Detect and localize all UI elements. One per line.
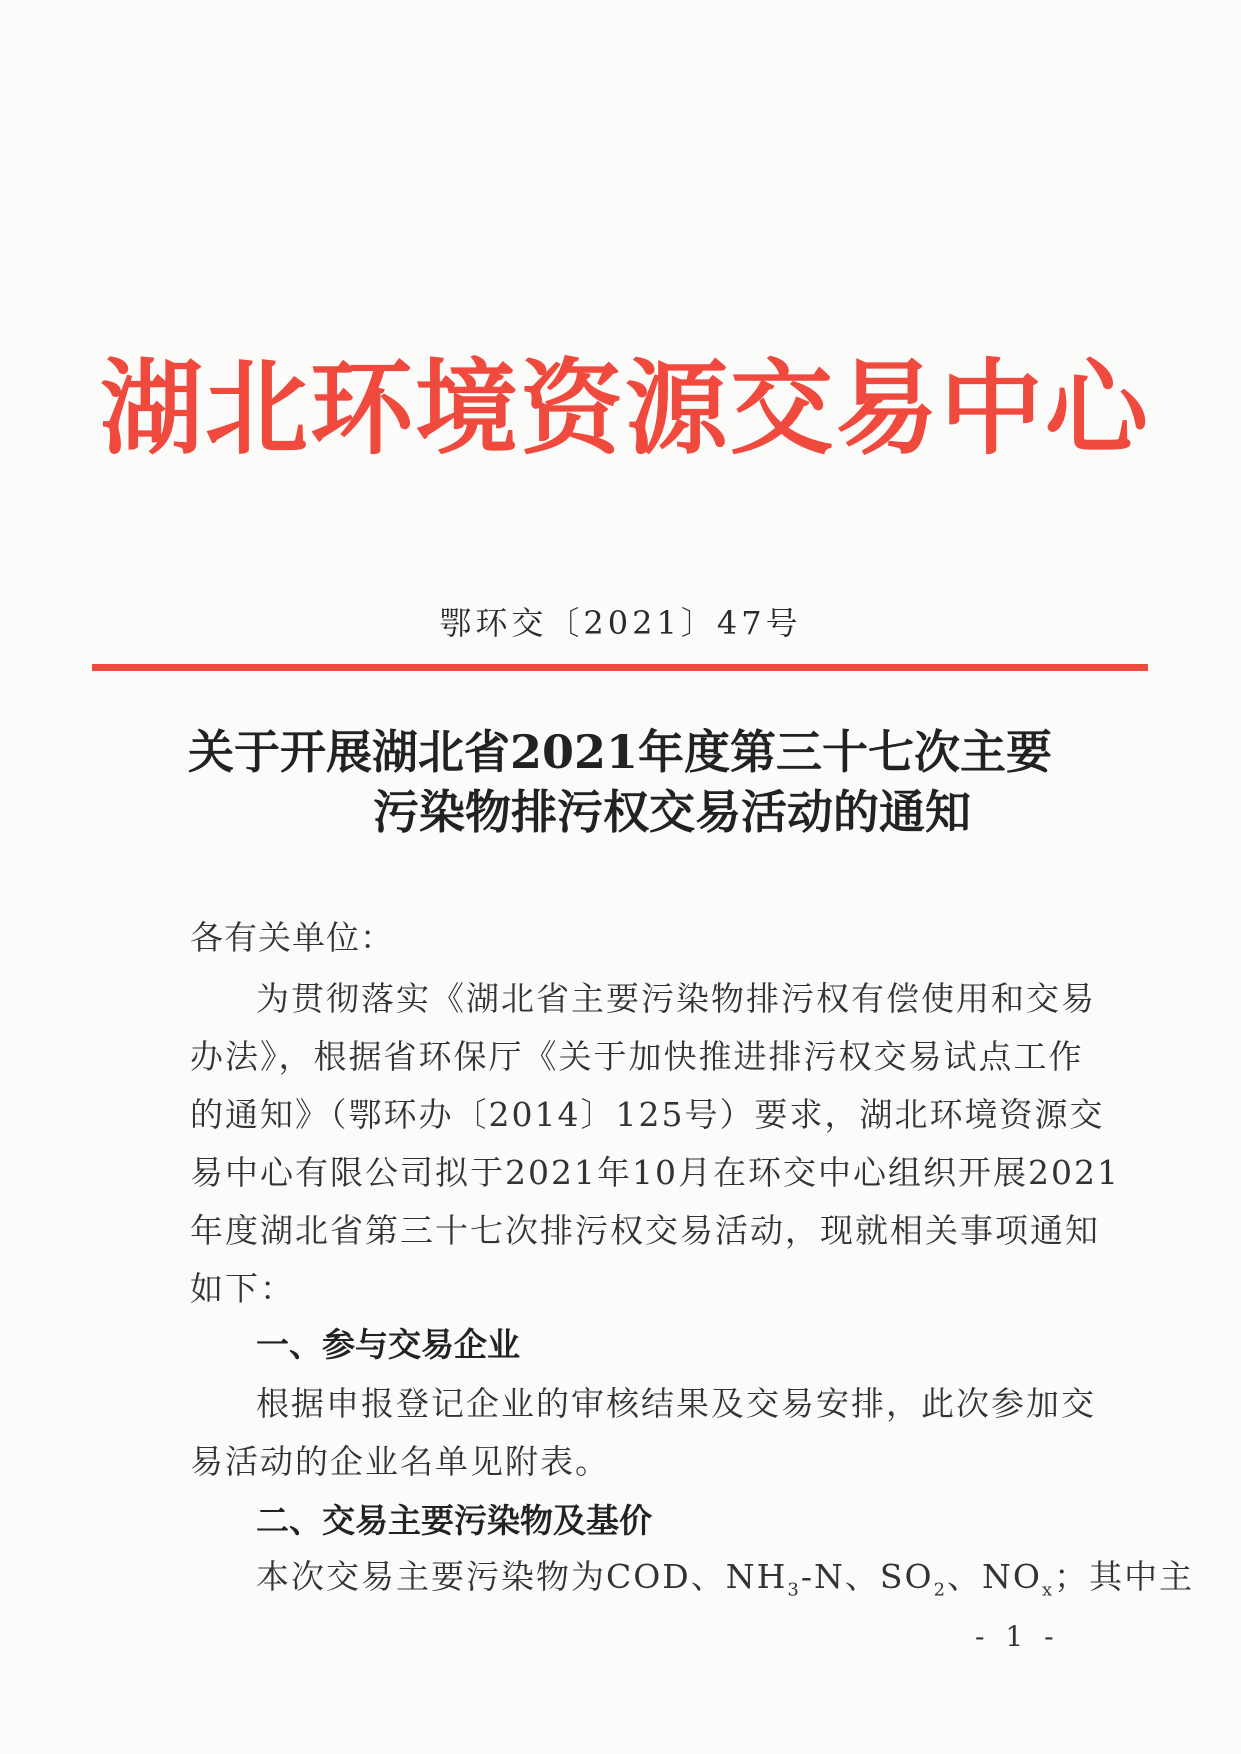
section2-text: 、NO [947,1557,1042,1596]
salutation: 各有关单位： [190,918,394,957]
section-heading-pollutants: 二、交易主要污染物及基价 [256,1501,652,1540]
section1-paragraph [190,1375,1096,1491]
document-title-line-1: 关于开展湖北省2021年度第三十七次主要 [188,725,1053,779]
red-divider [92,664,1148,671]
document-number: 鄂环交〔2021〕47号 [439,604,802,642]
section-heading-participants: 一、参与交易企业 [256,1325,520,1364]
intro-line: 年度湖北省第三十七次排污权交易活动，现就相关事项通知 [190,1211,1100,1250]
section1-line: 易活动的企业名单见附表。 [190,1442,610,1481]
subscript: 2 [933,1579,948,1601]
intro-line: 的通知》（鄂环办〔2014〕125号）要求，湖北环境资源交 [190,1095,1105,1134]
intro-line: 为贯彻落实《湖北省主要污染物排污权有偿使用和交易 [256,979,1096,1018]
section1-line: 根据申报登记企业的审核结果及交易安排，此次参加交 [256,1384,1096,1423]
section2-paragraph [256,1551,1195,1601]
subscript: x [1041,1579,1055,1601]
section2-text: ；其中主 [1054,1557,1195,1596]
page-number: - 1 - [975,1620,1060,1653]
intro-line: 易中心有限公司拟于2021年10月在环交中心组织开展2021 [190,1153,1120,1192]
section2-text: -N、SO [800,1557,934,1596]
subscript: 3 [787,1579,801,1601]
organization-header: 湖北环境资源交易中心 [100,348,1150,469]
document-title-line-2: 污染物排污权交易活动的通知 [373,785,971,839]
intro-paragraph [190,970,1120,1318]
section2-text: 本次交易主要污染物为COD、NH [256,1557,788,1596]
intro-line: 办法》，根据省环保厅《关于加快推进排污权交易试点工作 [190,1037,1084,1076]
intro-line: 如下： [190,1269,295,1308]
